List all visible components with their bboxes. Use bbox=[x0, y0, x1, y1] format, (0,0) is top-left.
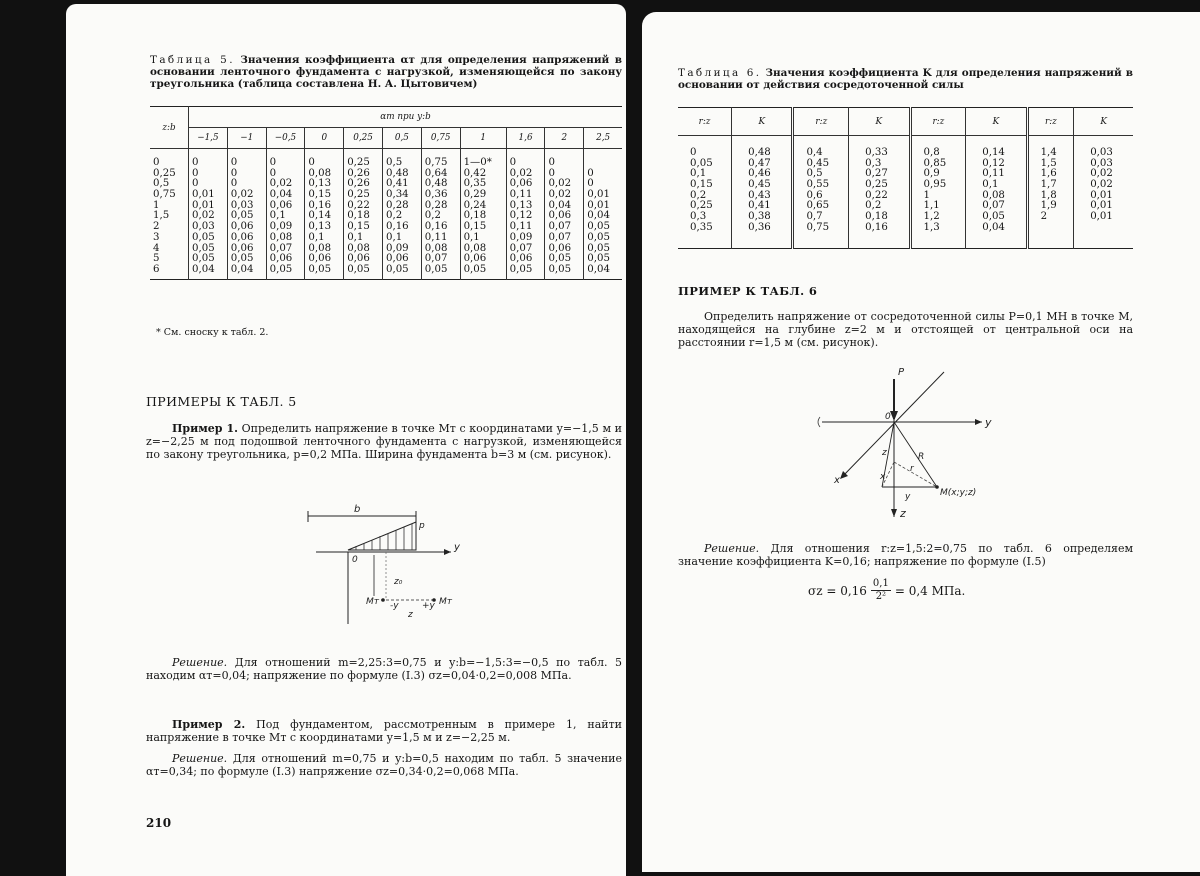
table6-cell: 0,45 bbox=[806, 157, 830, 169]
table6-cell: 0,3 bbox=[865, 157, 882, 169]
table6-cell: 0,01 bbox=[1090, 200, 1113, 212]
table5-cell: 0,05 bbox=[587, 221, 610, 233]
table5-cell: 0 bbox=[269, 167, 277, 179]
table6-cell: 0,25 bbox=[690, 200, 713, 212]
table5-cell: 0,28 bbox=[424, 199, 448, 211]
table5-cell: 0,06 bbox=[509, 253, 533, 265]
table5-cell: 0,16 bbox=[424, 221, 448, 233]
table5-cell: 0 bbox=[269, 157, 277, 168]
table5-cell: 0,03 bbox=[230, 199, 254, 211]
table5-column-values bbox=[344, 149, 383, 280]
solution1: Решение. Для отношений m=2,25:3=0,75 и y:b=−1,5:3=−0,5 по табл. 5 находим αт=0,04; напряжение по формуле (I.3) σz=0,04·0,2=0,008 МПа. bbox=[146, 656, 622, 682]
table6-cell: 0,65 bbox=[806, 200, 830, 212]
table5-column-values bbox=[150, 149, 189, 280]
table6-cell: 0,4 bbox=[806, 147, 823, 158]
table5-cell: 0,06 bbox=[269, 253, 293, 265]
table6-col-header: r:z bbox=[1027, 108, 1074, 136]
table5-cell: 0,22 bbox=[347, 199, 370, 211]
table5-cell: 0,1 bbox=[308, 231, 325, 243]
table5-cell: 0,12 bbox=[509, 210, 533, 222]
table5-column-values bbox=[227, 149, 266, 280]
table6-cell: 0,6 bbox=[806, 189, 823, 201]
table5-row-header: z:b bbox=[150, 107, 189, 149]
table5-cell: 0,06 bbox=[548, 210, 572, 222]
table5-cell: 0,05 bbox=[509, 263, 533, 275]
table6-cell: 0,48 bbox=[748, 147, 771, 158]
table5-cell: 0,04 bbox=[269, 189, 293, 201]
table6-row bbox=[678, 136, 1133, 249]
table5-cell: 0,05 bbox=[192, 253, 215, 265]
table6-col-header: K bbox=[732, 108, 793, 136]
table5-cell: 0,05 bbox=[548, 263, 572, 275]
table5-cell: 0,04 bbox=[192, 263, 215, 275]
table5-cell: 0,06 bbox=[230, 231, 254, 243]
table6-cell: 0,46 bbox=[748, 168, 771, 180]
table6-cell: 1,6 bbox=[1040, 168, 1057, 180]
table5-cell: 0 bbox=[230, 178, 238, 190]
fig1-label-mt-right: Mт bbox=[439, 597, 453, 607]
table5-cell: 0 bbox=[230, 167, 238, 179]
table5-cell: 0,05 bbox=[347, 263, 370, 275]
table6-cell: 0,85 bbox=[923, 157, 947, 169]
table5-cell: 0,29 bbox=[463, 189, 487, 201]
fig1-label-b: b bbox=[354, 504, 361, 515]
table5-cell: 0,06 bbox=[269, 199, 293, 211]
table5-cell: 0,01 bbox=[587, 189, 610, 201]
table5-col-header: 1,6 bbox=[506, 128, 545, 149]
table6-cell: 1,3 bbox=[923, 221, 940, 233]
table6-cell: 2 bbox=[1040, 211, 1048, 223]
table6-cell: 0,11 bbox=[982, 168, 1005, 180]
table6-cell: 1,9 bbox=[1040, 200, 1057, 212]
table5-cell: 0,06 bbox=[548, 242, 572, 254]
table5-cell: 0,15 bbox=[308, 189, 332, 201]
table5-cell: 0 bbox=[153, 157, 160, 168]
table5-cell: 0,04 bbox=[587, 263, 610, 275]
formula-fraction bbox=[871, 578, 891, 603]
table5-cell: 0,41 bbox=[385, 178, 409, 190]
table5-cell: 0,15 bbox=[347, 221, 370, 233]
table6-cell: 0,05 bbox=[690, 157, 713, 169]
table5-cell: 0,07 bbox=[548, 231, 572, 243]
table5-column-values bbox=[421, 149, 460, 280]
fig2-label-x-axis: x bbox=[834, 475, 840, 486]
table5-cell: 1,5 bbox=[153, 210, 170, 222]
table5-column-values bbox=[545, 149, 584, 280]
table5-column-values bbox=[189, 149, 228, 280]
table5-cell: 0,05 bbox=[587, 253, 610, 265]
table5-cell: 0,05 bbox=[424, 263, 448, 275]
table5-col-header: 2,5 bbox=[584, 128, 622, 149]
table5-cell: 0,01 bbox=[192, 199, 215, 211]
fig1-label-o: 0 bbox=[352, 555, 358, 565]
table6-cell: 0,14 bbox=[982, 147, 1005, 158]
table5-cell: 0 bbox=[192, 167, 199, 179]
table6-col-header: r:z bbox=[678, 108, 732, 136]
fig1-label-y: y bbox=[454, 542, 460, 553]
left-page bbox=[66, 4, 626, 876]
table5-cell: 0 bbox=[230, 157, 238, 168]
table5-cell: 0,2 bbox=[424, 210, 441, 222]
table6-cell: 0,47 bbox=[748, 157, 771, 169]
table5-cell: 0,18 bbox=[347, 210, 370, 222]
table6-cell: 0,45 bbox=[748, 179, 771, 191]
table5-cell: 0,13 bbox=[509, 199, 533, 211]
table5-cell: 3 bbox=[153, 231, 160, 243]
table5-cell: 0,01 bbox=[587, 199, 610, 211]
table6-cell: 0,7 bbox=[806, 211, 823, 223]
table5-cell: 0 bbox=[509, 157, 517, 168]
fig2-label-y: y bbox=[985, 416, 992, 429]
table6-cell: 1,2 bbox=[923, 211, 940, 223]
table5-cell: 0,06 bbox=[308, 253, 332, 265]
foundation-diagram bbox=[286, 500, 486, 640]
fig2-label-y-small: y bbox=[905, 492, 911, 502]
table5-cell: 4 bbox=[153, 242, 160, 254]
table6-cell: 0,1 bbox=[690, 168, 707, 180]
formula6 bbox=[808, 578, 965, 603]
table5-column-values bbox=[460, 149, 506, 280]
table6-col-header: K bbox=[1074, 108, 1133, 136]
table5-cell: 0 bbox=[192, 178, 199, 190]
table6-cell: 0,03 bbox=[1090, 147, 1113, 158]
table6-col-header: r:z bbox=[793, 108, 849, 136]
formula-left: σz = 0,16 bbox=[808, 583, 867, 598]
table5-col-header: 0,75 bbox=[421, 128, 460, 149]
table5-cell: 0,75 bbox=[424, 157, 448, 168]
table6-cell: 0,25 bbox=[865, 179, 888, 191]
table5-cell: 0,09 bbox=[269, 221, 293, 233]
table5-cell: 0 bbox=[308, 157, 315, 168]
table6-cell: 0,43 bbox=[748, 189, 771, 201]
table5-cell: 0,05 bbox=[192, 231, 215, 243]
table5-cell: 6 bbox=[153, 263, 160, 275]
table6-cell bbox=[1090, 223, 1130, 234]
table5-cell: 0 bbox=[587, 178, 594, 190]
table5-cell: 0,36 bbox=[424, 189, 448, 201]
table5-cell: 0,05 bbox=[230, 210, 254, 222]
table5-col-header: 0,25 bbox=[344, 128, 383, 149]
table5-cell: 0,48 bbox=[385, 167, 409, 179]
table5-cell: 0,11 bbox=[509, 189, 533, 201]
fig1-label-p: p bbox=[419, 521, 425, 531]
table5-cell: 0,05 bbox=[587, 242, 610, 254]
table5-cell: 0,1 bbox=[385, 231, 403, 243]
page-number: 210 bbox=[146, 816, 172, 830]
table5-cell: 0,03 bbox=[192, 221, 215, 233]
table5-cell: 0,64 bbox=[424, 167, 448, 179]
table5-cell: 1—0* bbox=[463, 157, 492, 168]
table5-column-values bbox=[506, 149, 545, 280]
table6-cell: 0,55 bbox=[806, 179, 830, 191]
table6-cell: 0,8 bbox=[923, 147, 940, 158]
table5-group-header: αт при y:b bbox=[189, 107, 623, 128]
example6-heading: ПРИМЕР К ТАБЛ. 6 bbox=[678, 284, 818, 298]
table5-col-header: 0,5 bbox=[382, 128, 421, 149]
table5-cell: 0,04 bbox=[587, 210, 610, 222]
table5-cell: 0 bbox=[548, 167, 555, 179]
table5-cell: 0,5 bbox=[153, 178, 170, 190]
table5-cell: 0,01 bbox=[192, 189, 215, 201]
table6-cell: 0,5 bbox=[806, 168, 823, 180]
table5-cell: 0,15 bbox=[463, 221, 487, 233]
table6-cell: 0,41 bbox=[748, 200, 771, 212]
table6 bbox=[678, 107, 1133, 249]
table5-cell: 0,11 bbox=[424, 231, 448, 243]
table5-row bbox=[150, 149, 622, 280]
table6-cell: 0,12 bbox=[982, 157, 1005, 169]
table5-cell: 0,05 bbox=[463, 263, 487, 275]
table5-cell: 0,05 bbox=[192, 242, 215, 254]
table5-cell: 0,25 bbox=[347, 157, 370, 168]
table5-cell: 0,13 bbox=[308, 178, 332, 190]
table6-cell: 0,1 bbox=[982, 179, 999, 191]
table5-cell: 0,16 bbox=[308, 199, 332, 211]
table5-cell: 0,08 bbox=[308, 242, 332, 254]
table6-cell: 0,75 bbox=[806, 221, 830, 233]
fig1-label-minus-y: -y bbox=[390, 601, 399, 611]
table5-col-header: −0,5 bbox=[266, 128, 305, 149]
fig1-label-plus-y: +y bbox=[422, 601, 435, 611]
formula-right: = 0,4 МПа. bbox=[894, 583, 966, 598]
table5-cell: 0,08 bbox=[308, 167, 332, 179]
table5-col-header: 2 bbox=[545, 128, 584, 149]
table5-cell: 0,07 bbox=[424, 253, 448, 265]
table5-cell: 0,13 bbox=[308, 221, 332, 233]
table6-cell: 0,3 bbox=[690, 211, 707, 223]
point-load-diagram bbox=[812, 367, 1032, 527]
table6-cell: 1 bbox=[923, 189, 930, 201]
table5 bbox=[150, 106, 622, 280]
table6-caption: Таблица 6. Значения коэффициента K для определения напряжений в основании от действия сосредоточенной силы bbox=[678, 67, 1133, 91]
fig2-label-o: 0 bbox=[885, 412, 891, 422]
table5-cell: 0,08 bbox=[463, 242, 487, 254]
table6-cell: 0,27 bbox=[865, 168, 888, 180]
table6-cell: 0,9 bbox=[923, 168, 940, 180]
table5-cell: 5 bbox=[153, 253, 160, 265]
table5-cell: 0,06 bbox=[385, 253, 409, 265]
table5-cell: 0,14 bbox=[308, 210, 332, 222]
table6-column-values bbox=[793, 136, 849, 249]
table5-cell: 0 bbox=[548, 157, 555, 168]
fig1-label-z: z bbox=[408, 610, 413, 620]
table5-cell: 0,18 bbox=[463, 210, 487, 222]
table5-cell: 0,06 bbox=[463, 253, 487, 265]
table6-cell: 0,01 bbox=[1090, 211, 1113, 223]
table5-cell: 0,05 bbox=[230, 253, 254, 265]
table6-cell: 0 bbox=[690, 147, 697, 158]
table6-col-header: r:z bbox=[910, 108, 966, 136]
table6-cell: 0,36 bbox=[748, 221, 771, 233]
table5-cell: 0,05 bbox=[269, 263, 293, 275]
table6-cell: 0,02 bbox=[1090, 179, 1113, 191]
fig1-label-mt-left: Mт bbox=[366, 597, 380, 607]
table5-cell: 0 bbox=[192, 157, 199, 168]
table5-cell: 0,48 bbox=[424, 178, 448, 190]
table6-cell: 1,5 bbox=[1040, 157, 1057, 169]
table5-cell: 2 bbox=[153, 221, 160, 233]
fig2-label-x: x bbox=[880, 472, 886, 482]
table6-col-header: K bbox=[849, 108, 910, 136]
fig2-label-r-big: R bbox=[918, 452, 925, 462]
table5-cell: 0,02 bbox=[269, 178, 293, 190]
table5-cell: 0,26 bbox=[347, 178, 370, 190]
table6-cell: 1,1 bbox=[923, 200, 940, 212]
table5-cell: 0,25 bbox=[153, 167, 176, 179]
table6-cell: 0,38 bbox=[748, 211, 771, 223]
table5-cell: 0,25 bbox=[347, 189, 370, 201]
right-page bbox=[642, 12, 1200, 872]
table6-column-values bbox=[1074, 136, 1133, 249]
fig2-label-m: M(x;y;z) bbox=[940, 488, 977, 498]
table5-cell: 0,05 bbox=[308, 263, 332, 275]
table6-cell: 0,01 bbox=[1090, 189, 1113, 201]
solution2: Решение. Для отношений m=0,75 и y:b=0,5 находим по табл. 5 значение αт=0,34; по формуле (I.3) напряжение σz=0,34·0,2=0,068 МПа. bbox=[146, 752, 622, 778]
table6-column-values bbox=[1027, 136, 1074, 249]
table6-cell: 0,04 bbox=[982, 221, 1005, 233]
table6-column-values bbox=[966, 136, 1027, 249]
table5-cell: 0,06 bbox=[509, 178, 533, 190]
table6-cell: 0,22 bbox=[865, 189, 888, 201]
table6-cell: 0,16 bbox=[865, 221, 888, 233]
table5-cell: 0,26 bbox=[347, 167, 370, 179]
table5-col-header: −1 bbox=[227, 128, 266, 149]
table5-cell: 0 bbox=[587, 167, 594, 179]
table6-column-values bbox=[910, 136, 966, 249]
table5-column-values bbox=[266, 149, 305, 280]
fig2-label-r: r bbox=[910, 464, 914, 474]
fig2-label-z-axis: z bbox=[900, 507, 906, 520]
example2: Пример 2. Под фундаментом, рассмотренным в примере 1, найти напряжение в точке Mт с координатами y=1,5 м и z=−2,25 м. bbox=[146, 718, 623, 744]
table5-cell: 0,42 bbox=[463, 167, 487, 179]
table6-col-header: K bbox=[966, 108, 1027, 136]
table5-column-values bbox=[584, 149, 622, 280]
table5-cell: 0,34 bbox=[385, 189, 409, 201]
table5-cell: 0,02 bbox=[509, 167, 533, 179]
table6-column-values bbox=[849, 136, 910, 249]
table5-cell: 0,28 bbox=[385, 199, 409, 211]
table6-cell: 0,07 bbox=[982, 200, 1005, 212]
table5-cell: 0,24 bbox=[463, 199, 487, 211]
table5-cell: 0,1 bbox=[463, 231, 480, 243]
table5-cell: 0,04 bbox=[230, 263, 254, 275]
table6-cell: 0,18 bbox=[865, 211, 888, 223]
table6-cell bbox=[1041, 223, 1071, 234]
table6-cell: 0,15 bbox=[690, 179, 713, 191]
table5-cell: 0,08 bbox=[347, 242, 370, 254]
table6-column-values bbox=[732, 136, 793, 249]
table6-cell: 0,95 bbox=[923, 179, 947, 191]
table5-cell: 0,5 bbox=[385, 157, 403, 168]
formula-denominator: 2² bbox=[875, 591, 887, 602]
table5-cell: 0,05 bbox=[548, 253, 572, 265]
table5-cell: 0,08 bbox=[424, 242, 448, 254]
table5-cell: 0,07 bbox=[509, 242, 533, 254]
table5-cell: 0,02 bbox=[548, 189, 572, 201]
table5-cell: 0,02 bbox=[230, 189, 254, 201]
table5-cell: 1 bbox=[153, 199, 160, 211]
table5-cell: 0,2 bbox=[385, 210, 403, 222]
table5-cell: 0,11 bbox=[509, 221, 533, 233]
table5-cell: 0,06 bbox=[230, 221, 254, 233]
example6: Определить напряжение от сосредоточенной силы P=0,1 МН в точке M, находящейся на глубине z=2 м и отстоящей от центральной оси на расстоянии r=1,5 м (см. рисунок). bbox=[678, 310, 1133, 349]
table6-cell: 0,33 bbox=[865, 147, 888, 158]
table5-cell: 0,1 bbox=[347, 231, 364, 243]
table5-cell: 0,07 bbox=[548, 221, 572, 233]
table6-cell: 0,02 bbox=[1090, 168, 1113, 180]
table6-cell: 0,2 bbox=[690, 189, 707, 201]
table5-col-header: −1,5 bbox=[189, 128, 228, 149]
table5-col-header: 1 bbox=[460, 128, 506, 149]
solution6: Решение. Для отношения r:z=1,5:2=0,75 по табл. 6 определяем значение коэффициента K=0,16; напряжение по формуле (I.5) bbox=[678, 542, 1134, 568]
table6-cell: 1,4 bbox=[1040, 147, 1057, 158]
table5-cell: 0,05 bbox=[587, 231, 610, 243]
formula-numerator: 0,1 bbox=[872, 578, 889, 589]
fig1-label-z0: z₀ bbox=[394, 577, 403, 587]
table5-cell: 0,1 bbox=[269, 210, 286, 222]
example1: Пример 1. Определить напряжение в точке Mт с координатами y=−1,5 м и z=−2,25 м под подошвой ленточного фундамента с нагрузкой, изменяющейся по закону треугольника, p=0,2 МПа. Ширина фундамента b=3 м (см. рисунок). bbox=[146, 422, 622, 461]
table5-cell: 0,75 bbox=[153, 189, 176, 201]
table6-cell: 0,05 bbox=[982, 211, 1005, 223]
table5-caption: Таблица 5. Значения коэффициента αт для определения напряжений в основании ленточного фундамента с нагрузкой, изменяющейся по закону треугольника (таблица составлена Н. А. Цытовичем) bbox=[150, 54, 622, 90]
table5-cell: 0,05 bbox=[385, 263, 409, 275]
table5-footnote: * См. сноску к табл. 2. bbox=[156, 327, 269, 338]
table6-cell: 0,35 bbox=[690, 221, 713, 233]
table5-cell: 0,06 bbox=[347, 253, 370, 265]
table6-cell: 0,08 bbox=[982, 189, 1005, 201]
table5-cell: 0,07 bbox=[269, 242, 293, 254]
table6-cell: 0,03 bbox=[1090, 157, 1113, 169]
fig2-label-p: P bbox=[898, 367, 905, 378]
table5-cell: 0,02 bbox=[192, 210, 215, 222]
table5-cell: 0,08 bbox=[269, 231, 293, 243]
table5-cell: 0,02 bbox=[548, 178, 572, 190]
table5-cell: 0,04 bbox=[548, 199, 572, 211]
table5-col-header: 0 bbox=[305, 128, 344, 149]
table6-cell: 1,7 bbox=[1040, 179, 1057, 191]
table5-cell: 0,35 bbox=[463, 178, 487, 190]
table5-column-values bbox=[305, 149, 344, 280]
fig2-label-z: z bbox=[882, 448, 887, 458]
table5-cell: 0,06 bbox=[230, 242, 254, 254]
table6-cell: 0,2 bbox=[865, 200, 882, 212]
table6-cell: 1,8 bbox=[1040, 189, 1057, 201]
table5-cell: 0,09 bbox=[385, 242, 409, 254]
table5-cell: 0,09 bbox=[509, 231, 533, 243]
examples-heading: ПРИМЕРЫ К ТАБЛ. 5 bbox=[146, 394, 297, 409]
table6-column-values bbox=[678, 136, 732, 249]
table5-cell: 0,16 bbox=[385, 221, 409, 233]
table5-column-values bbox=[382, 149, 421, 280]
